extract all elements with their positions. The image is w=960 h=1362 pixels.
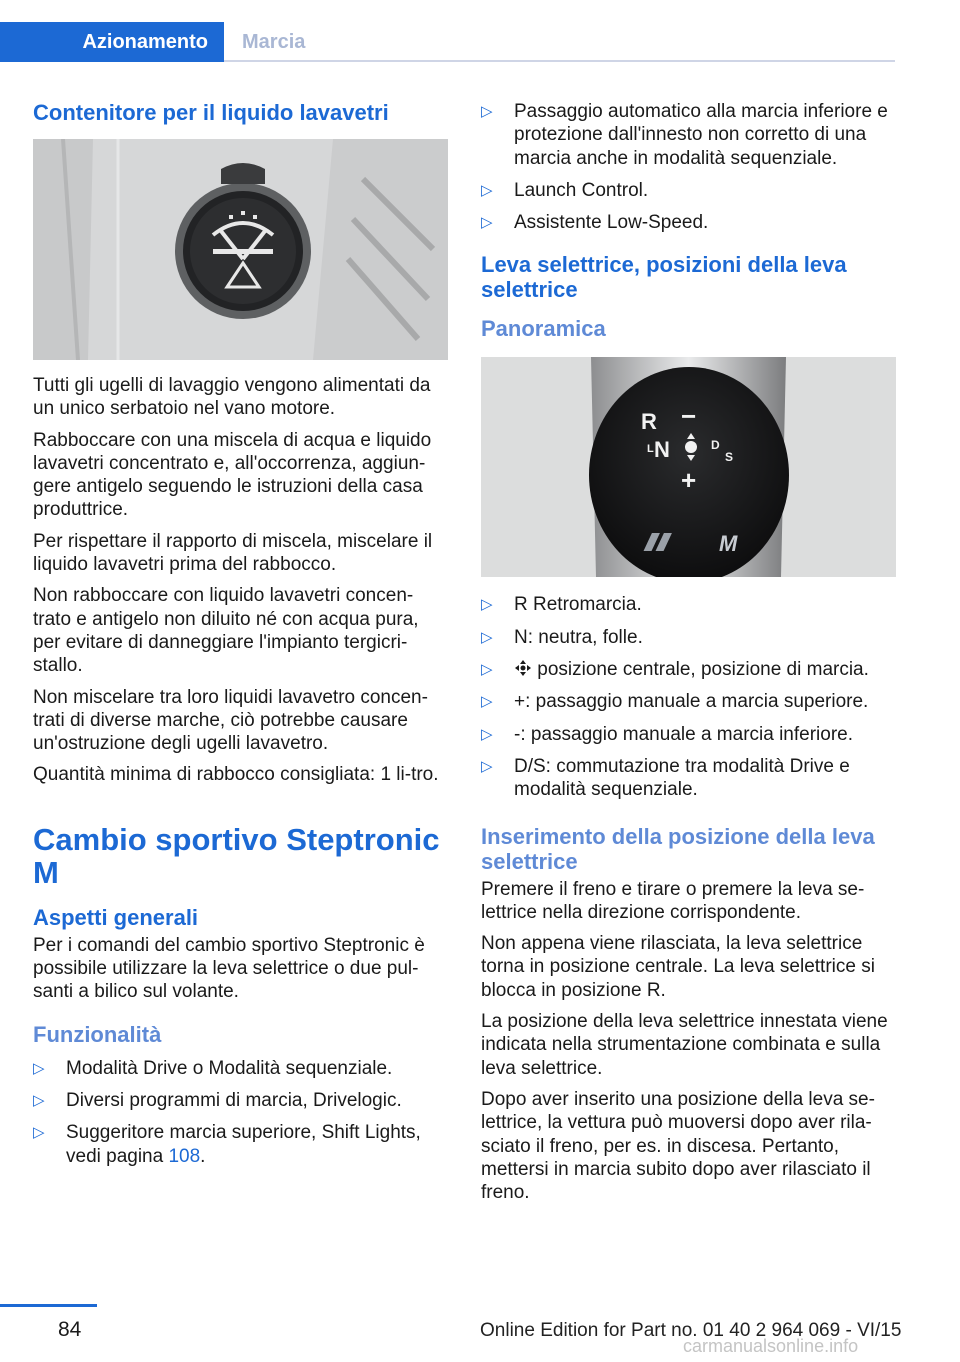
tab-marcia-label: Marcia — [242, 30, 306, 53]
list-item: ▷ -: passaggio manuale a marcia inferiore. — [481, 723, 854, 745]
list-item: ▷ Diversi programmi di marcia, Drivelogic. — [33, 1089, 402, 1111]
engage-para-1: Premere il freno e tirare o premere la leva se‐lettrice nella direzione corrispondente. — [481, 878, 865, 923]
positions-list — [481, 593, 897, 801]
bullet-triangle-icon: ▷ — [33, 1091, 45, 1109]
tab-azionamento[interactable] — [0, 22, 224, 62]
list-item: ▷ Modalità Drive o Modalità sequenziale. — [33, 1057, 393, 1079]
page-number: 84 — [58, 1318, 82, 1341]
gearbox-title: Cambio sportivo Steptronic M — [33, 821, 440, 890]
list-item: ▷ D/S: commutazione tra modalità Drive e modalità sequenziale. — [481, 755, 850, 801]
bullet-triangle-icon: ▷ — [481, 596, 493, 614]
watermark: carmanualsonline.info — [683, 1336, 859, 1356]
center-position-icon — [514, 659, 532, 677]
washer-para-6: Quantità minima di rabbocco consigliata: 1 li‐tro. — [33, 764, 439, 786]
list-item: ▷ R Retromarcia. — [481, 594, 642, 616]
general-title: Aspetti generali — [33, 904, 199, 930]
page-link-108[interactable]: 108 — [168, 1145, 201, 1167]
bullet-triangle-icon: ▷ — [33, 1124, 45, 1142]
knob-label-r: R — [641, 409, 657, 435]
washer-reservoir-image — [33, 139, 448, 360]
right-column — [481, 100, 897, 1212]
overview-title: Panoramica — [481, 316, 606, 342]
engage-para-3: La posizione della leva selettrice innestata viene indicata nella strumentazione combinata e sulla leva selettrice. — [481, 1011, 888, 1079]
tab-azionamento-label: Azionamento — [82, 30, 208, 53]
washer-para-2: Rabboccare con una miscela di acqua e liquido lavavetri concentrato e, all'occorrenza, aggiun‐gere antigelo seguendo le istruzioni della casa produttrice. — [33, 429, 432, 521]
functions-list-continued — [481, 100, 897, 234]
engage-title: Inserimento della posizione della leva selettrice — [481, 823, 875, 874]
bullet-triangle-icon: ▷ — [481, 628, 493, 646]
list-item: ▷ +: passaggio manuale a marcia superiore. — [481, 691, 869, 713]
washer-para-5: Non miscelare tra loro liquidi lavavetro concen‐trati di diverse marche, ciò potrebbe causare un'ostruzione degli ugelli lavavetro. — [33, 686, 428, 755]
list-item: ▷ posizione centrale, posizione di marcia. — [481, 659, 869, 681]
general-para: Per i comandi del cambio sportivo Steptronic è possibile utilizzare la leva selettrice o due pul‐santi a bilico sul volante. — [33, 934, 425, 1003]
list-item: ▷ Passaggio automatico alla marcia inferiore e protezione dall'innesto non corretto di una marcia anche in modalità sequenziale. — [481, 101, 888, 169]
footer-rule — [0, 1304, 97, 1307]
knob-label-l: L — [647, 443, 654, 456]
washer-para-1: Tutti gli ugelli di lavaggio vengono alimentati da un unico serbatoio nel vano motore. — [33, 375, 431, 420]
bullet-triangle-icon: ▷ — [481, 693, 493, 711]
bullet-triangle-icon: ▷ — [481, 214, 493, 232]
knob-label-plus: + — [681, 465, 697, 496]
list-item: ▷ Suggeritore marcia superiore, Shift Lights, vedi pagina 108. — [33, 1122, 421, 1167]
engage-para-2: Non appena viene rilasciata, la leva selettrice torna in posizione centrale. La leva selettrice si blocca in posizione R. — [481, 933, 875, 1001]
list-item: ▷ Launch Control. — [481, 179, 649, 201]
knob-label-s: S — [725, 450, 734, 465]
functions-title: Funzionalità — [33, 1021, 162, 1047]
gear-selector-image — [481, 357, 896, 577]
washer-paragraphs — [33, 374, 449, 787]
washer-para-3: Per rispettare il rapporto di miscela, miscelare il liquido lavavetri prima del rabbocco. — [33, 530, 433, 576]
tab-marcia[interactable] — [224, 22, 323, 62]
washer-para-4: Non rabboccare con liquido lavavetri concen‐trato e antigelo non diluito né con acqua pura, per evitare di danneggiare l'impianto tergicri‐stallo. — [33, 585, 419, 677]
bullet-triangle-icon: ▷ — [481, 757, 493, 775]
bullet-triangle-icon: ▷ — [481, 181, 493, 199]
bullet-triangle-icon: ▷ — [481, 103, 493, 120]
engage-para-4: Dopo aver inserito una posizione della leva se‐lettrice, la vettura può muoversi dopo aver rila‐sciato il freno, per es. in discesa. Pertanto, mettersi in marcia subito dopo aver rilasciato il freno. — [481, 1088, 875, 1204]
bullet-triangle-icon: ▷ — [33, 1059, 45, 1077]
knob-label-minus: − — [681, 401, 697, 432]
knob-label-n: N — [654, 437, 670, 463]
bullet-triangle-icon: ▷ — [481, 725, 493, 743]
list-item: ▷ N: neutra, folle. — [481, 626, 643, 648]
bullet-triangle-icon: ▷ — [481, 661, 493, 679]
knob-brand-label: M — [719, 531, 738, 557]
knob-label-d: D — [711, 438, 720, 453]
functions-list — [33, 1057, 449, 1168]
left-column — [33, 100, 449, 1177]
washer-title: Contenitore per il liquido lavavetri — [33, 100, 389, 125]
list-item: ▷ Assistente Low-Speed. — [481, 212, 709, 234]
lever-title: Leva selettrice, posizioni della leva selettrice — [481, 252, 847, 303]
edition-note: Online Edition for Part no. 01 40 2 964 069 - VI/15 — [480, 1320, 902, 1341]
center-position-icon — [685, 441, 697, 453]
